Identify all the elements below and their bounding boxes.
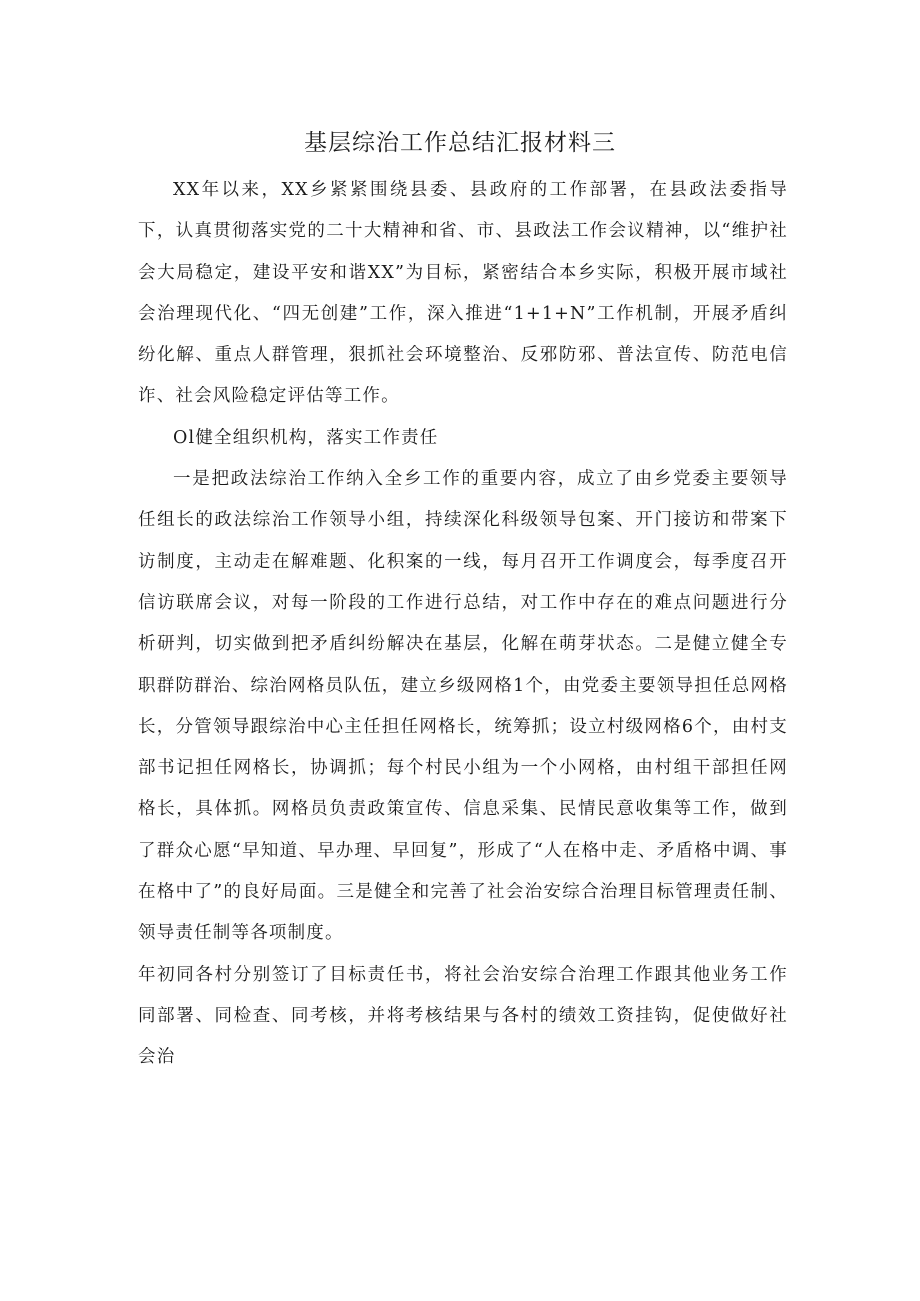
document-title: 基层综治工作总结汇报材料三 [304, 130, 616, 156]
section-heading: Ol健全组织机构，落实工作责任 [173, 427, 439, 448]
intro-paragraph: XX年以来，XX乡紧紧围绕县委、县政府的工作部署，在县政法委指导下，认真贯彻落实党的二十大精神和省、市、县政法工作会议精神，以“维护社会大局稳定，建设平安和谐XX”为目标，紧密结合本乡实际，积极开展市域社会治理现代化、“四无创建”工作，深入推进“1+1+N”工作机制，开展矛盾纠纷化解、重点人群管理，狠抓社会环境整治、反邪防邪、普法宣传、防范电信诈、社会风险稳定评估等工作。 [138, 180, 788, 407]
document-body [138, 170, 788, 1079]
body-paragraph-continued: 年初同各村分别签订了目标责任书，将社会治安综合治理工作跟其他业务工作同部署、同检查、同考核，并将考核结果与各村的绩效工资挂钩，促使做好社会治 [138, 964, 788, 1068]
body-paragraph: 一是把政法综治工作纳入全乡工作的重要内容，成立了由乡党委主要领导任组长的政法综治工作领导小组，持续深化科级领导包案、开门接访和带案下访制度，主动走在解难题、化积案的一线，每月召开工作调度会，每季度召开信访联席会议，对每一阶段的工作进行总结，对工作中存在的难点问题进行分析研判，切实做到把矛盾纠纷解决在基层，化解在萌芽状态。二是健立健全专职群防群治、综治网格员队伍，建立乡级网格1个，由党委主要领导担任总网格长，分管领导跟综治中心主任担任网格长，统筹抓；设立村级网格6个，由村支部书记担任网格长，协调抓；每个村民小组为一个小网格，由村组干部担任网格长，具体抓。网格员负责政策宣传、信息采集、民情民意收集等工作，做到了群众心愿“早知道、早办理、早回复”，形成了“人在格中走、矛盾格中调、事在格中了”的良好局面。三是健全和完善了社会治安综合治理目标管理责任制、领导责任制等各项制度。 [138, 469, 788, 944]
